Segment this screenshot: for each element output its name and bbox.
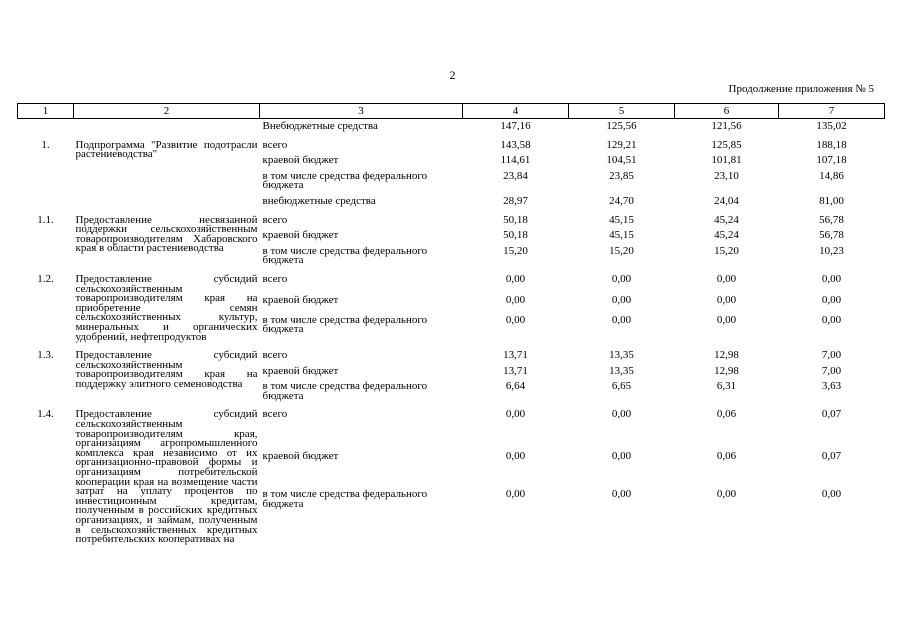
value-cell: 0,07 [821, 408, 842, 421]
funding-source-cell: в том числе средства федерального бюджета [262, 380, 428, 402]
value-cell: 45,24 [714, 213, 739, 226]
value-cell: 15,20 [609, 244, 634, 257]
table-row [18, 210, 885, 229]
value-cell: 0,00 [505, 293, 526, 306]
column-header: 7 [779, 104, 885, 119]
value-cell: 13,71 [503, 364, 528, 377]
value-cell: 0,06 [716, 408, 737, 421]
item-name-cell [74, 119, 260, 135]
value-cell: 24,70 [609, 194, 634, 207]
value-cell: 0,00 [716, 293, 737, 306]
funding-source-cell: всего [262, 272, 288, 285]
column-header: 1 [18, 104, 74, 119]
column-header: 6 [675, 104, 779, 119]
value-cell: 7,00 [821, 364, 842, 377]
value-cell: 13,35 [609, 364, 634, 377]
value-cell: 15,20 [503, 244, 528, 257]
value-cell: 107,18 [816, 154, 847, 167]
value-cell: 0,00 [611, 487, 632, 500]
value-cell: 45,15 [609, 213, 634, 226]
item-number-cell: 1.1. [37, 213, 54, 226]
value-cell: 121,56 [711, 120, 742, 132]
table-row [18, 404, 885, 449]
item-number-cell: 1.2. [37, 272, 54, 285]
value-cell: 147,16 [500, 120, 531, 132]
column-header: 5 [569, 104, 675, 119]
value-cell: 0,07 [821, 450, 842, 463]
value-cell: 125,85 [711, 138, 742, 151]
value-cell: 0,00 [611, 293, 632, 306]
funding-source-cell: краевой бюджет [262, 364, 339, 377]
value-cell: 0,00 [716, 272, 737, 285]
table-row [18, 119, 885, 135]
funding-source-cell: в том числе средства федерального бюджета [262, 487, 428, 510]
column-header: 4 [463, 104, 569, 119]
value-cell: 143,58 [500, 138, 531, 151]
value-cell: 50,18 [503, 229, 528, 242]
funding-source-cell: в том числе средства федерального бюджета [262, 169, 428, 192]
value-cell: 104,51 [606, 154, 637, 167]
value-cell: 0,00 [505, 450, 526, 463]
item-name-cell: Подпрограмма "Развитие подотрасли растениеводства" [75, 138, 258, 161]
appendix-table [17, 103, 885, 548]
value-cell: 0,00 [821, 487, 842, 500]
page-number: 2 [449, 68, 456, 82]
value-cell: 0,00 [611, 272, 632, 285]
value-cell: 0,00 [505, 272, 526, 285]
value-cell: 0,00 [716, 313, 737, 326]
funding-source-cell: краевой бюджет [262, 450, 339, 463]
value-cell: 10,23 [819, 244, 844, 257]
item-number-cell: 1.3. [37, 349, 54, 362]
value-cell: 23,85 [609, 169, 634, 182]
funding-source-cell: краевой бюджет [262, 293, 339, 306]
value-cell: 0,00 [821, 313, 842, 326]
column-header: 3 [260, 104, 463, 119]
value-cell: 0,00 [611, 450, 632, 463]
value-cell: 81,00 [819, 194, 844, 207]
header-row [18, 104, 885, 119]
funding-source-cell: Внебюджетные средства [262, 120, 378, 132]
table-row [18, 345, 885, 364]
column-header: 2 [74, 104, 260, 119]
table-row [18, 269, 885, 293]
value-cell: 0,00 [821, 272, 842, 285]
item-name-cell: Предоставление субсидий сельскохозяйственным товаропроизводителям края на приобретение семян сельскохозяйственных культур, минеральных и органических удобрений, нефтепродуктов [75, 272, 258, 343]
funding-source-cell: всего [262, 349, 288, 362]
item-name-cell: Предоставление несвязанной поддержки сельскохозяйственным товаропроизводителям Хабаровского края в области растениеводства [75, 213, 258, 255]
value-cell: 15,20 [714, 244, 739, 257]
value-cell: 125,56 [606, 120, 637, 132]
value-cell: 13,35 [609, 349, 634, 362]
funding-source-cell: краевой бюджет [262, 154, 339, 167]
item-number-cell [18, 119, 74, 135]
funding-source-cell: всего [262, 213, 288, 226]
funding-source-cell: в том числе средства федерального бюджета [262, 313, 428, 336]
value-cell: 3,63 [821, 380, 842, 393]
value-cell: 0,06 [716, 450, 737, 463]
value-cell: 23,84 [503, 169, 528, 182]
funding-source-cell: в том числе средства федерального бюджета [262, 244, 428, 267]
funding-source-cell: всего [262, 408, 288, 421]
value-cell: 0,00 [505, 487, 526, 500]
value-cell: 0,00 [505, 408, 526, 421]
value-cell: 56,78 [819, 229, 844, 242]
value-cell: 6,65 [611, 380, 632, 393]
value-cell: 188,18 [816, 138, 847, 151]
funding-source-cell: внебюджетные средства [262, 194, 376, 207]
value-cell: 101,81 [711, 154, 742, 167]
table-row [18, 135, 885, 154]
value-cell: 23,10 [714, 169, 739, 182]
value-cell: 0,00 [611, 313, 632, 326]
value-cell: 0,00 [821, 293, 842, 306]
item-name-cell: Предоставление субсидий сельскохозяйственным товаропроизводителям края на поддержку элитного семеноводства [75, 349, 258, 390]
value-cell: 28,97 [503, 194, 528, 207]
funding-source-cell: краевой бюджет [262, 229, 339, 242]
item-number-cell: 1.4. [37, 408, 54, 421]
value-cell: 7,00 [821, 349, 842, 362]
item-name-cell: Предоставление субсидий сельскохозяйственным товаропроизводителям края, организациям агропромышленного комплекса края независимо от их организационно-правовой формы и организациям потребительской кооперации края на возмещение части затрат на уплату процентов по инвестиционным кредитам, полученным в российских кредитных организациях, и займам, полученным в сельскохозяйственных кредитных потребительских кооперативах на [75, 408, 258, 546]
value-cell: 24,04 [714, 194, 739, 207]
value-cell: 12,98 [714, 349, 739, 362]
continuation-label: Продолжение приложения № 5 [728, 83, 874, 95]
value-cell: 14,86 [819, 169, 844, 182]
funding-source-cell: всего [262, 138, 288, 151]
value-cell: 13,71 [503, 349, 528, 362]
value-cell: 56,78 [819, 213, 844, 226]
value-cell: 129,21 [606, 138, 637, 151]
value-cell: 45,15 [609, 229, 634, 242]
value-cell: 114,61 [500, 154, 531, 167]
value-cell: 135,02 [816, 120, 847, 132]
value-cell: 0,00 [716, 487, 737, 500]
item-number-cell: 1. [41, 138, 50, 151]
value-cell: 45,24 [714, 229, 739, 242]
value-cell: 50,18 [503, 213, 528, 226]
value-cell: 0,00 [611, 408, 632, 421]
value-cell: 6,64 [505, 380, 526, 393]
value-cell: 12,98 [714, 364, 739, 377]
value-cell: 0,00 [505, 313, 526, 326]
value-cell: 6,31 [716, 380, 737, 393]
